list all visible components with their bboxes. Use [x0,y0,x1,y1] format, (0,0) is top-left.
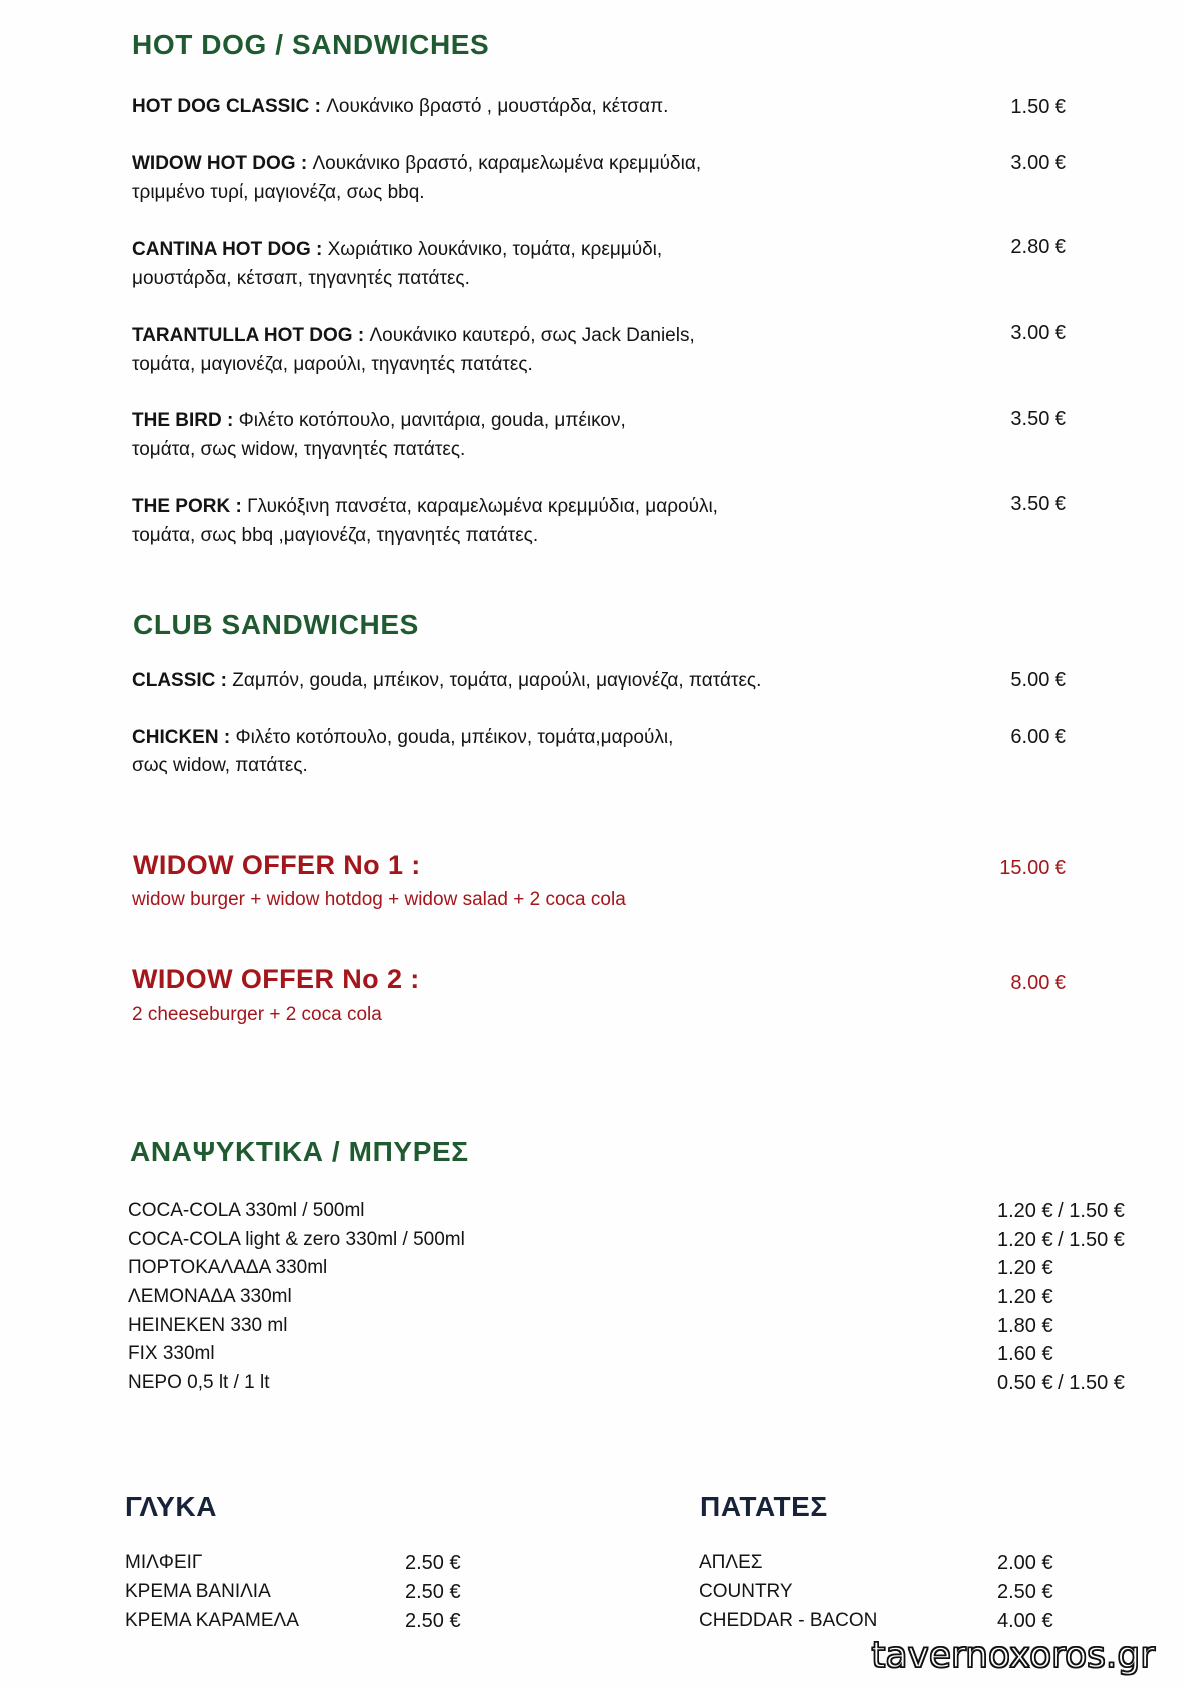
item-name: THE PORK : [132,496,242,517]
drink-name: ΝΕΡΟ 0,5 lt / 1 lt [128,1372,270,1393]
section-title-sweets: ΓΛΥΚΑ [125,1491,218,1522]
sweet-price: 2.50 € [405,1552,461,1574]
offer-title: WIDOW OFFER No 2 : [132,964,420,994]
drink-price: 1.20 € / 1.50 € [997,1200,1125,1222]
sweet-price: 2.50 € [405,1610,461,1632]
potato-name: COUNTRY [699,1581,793,1602]
item-price: 3.50 € [1010,493,1066,515]
drink-name: FIX 330ml [128,1343,215,1364]
item-description: Χωριάτικο λουκάνικο, τομάτα, κρεμμύδι, [327,239,663,260]
item-description: Λουκάνικο καυτερό, σως Jack Daniels, [369,325,695,346]
drink-name: COCA-COLA 330ml / 500ml [128,1200,365,1221]
item-name: CLASSIC : [132,670,227,691]
item-description-continued: τομάτα, σως bbq ,μαγιονέζα, τηγανητές πατάτες. [132,525,539,546]
menu-item-the-bird [132,409,626,433]
potato-price: 2.00 € [997,1552,1053,1574]
item-description-continued: τριμμένο τυρί, μαγιονέζα, σως bbq. [132,182,425,203]
drink-price: 1.60 € [997,1343,1053,1365]
potato-price: 4.00 € [997,1610,1053,1632]
item-price: 3.00 € [1010,322,1066,344]
item-price: 1.50 € [1010,96,1066,118]
offer-title: WIDOW OFFER No 1 : [133,850,421,880]
drink-name: ΠΟΡΤΟΚΑΛΑΔΑ 330ml [128,1257,328,1278]
item-description-continued: σως widow, πατάτες. [132,755,308,776]
menu-item-tarantulla-hot-dog [132,324,695,348]
item-name: WIDOW HOT DOG : [132,153,308,174]
item-name: TARANTULLA HOT DOG : [132,325,365,346]
drink-price: 1.20 € / 1.50 € [997,1229,1125,1251]
drink-price: 1.80 € [997,1315,1053,1337]
menu-item-widow-hot-dog [132,152,701,176]
drink-price: 0.50 € / 1.50 € [997,1372,1125,1394]
section-title-potatoes: ΠΑΤΑΤΕΣ [700,1491,828,1522]
item-description: Λουκάνικο βραστό , μουστάρδα, κέτσαπ. [326,96,669,117]
item-name: HOT DOG CLASSIC : [132,96,321,117]
offer-price: 8.00 € [1010,972,1066,994]
potato-name: CHEDDAR - BACON [699,1610,878,1631]
menu-item-cantina-hot-dog [132,238,662,262]
offer-price: 15.00 € [999,857,1066,879]
menu-item-club-classic [132,669,761,693]
sweet-price: 2.50 € [405,1581,461,1603]
item-description-continued: τομάτα, μαγιονέζα, μαρούλι, τηγανητές πατάτες. [132,354,533,375]
item-name: CHICKEN : [132,727,231,748]
item-description-continued: μουστάρδα, κέτσαπ, τηγανητές πατάτες. [132,268,470,289]
drink-name: COCA-COLA light & zero 330ml / 500ml [128,1229,465,1250]
menu-item-hot-dog-classic [132,95,668,119]
section-title-drinks: ΑΝΑΨΥΚΤΙΚΑ / ΜΠΥΡΕΣ [130,1136,469,1167]
item-name: THE BIRD : [132,410,234,431]
item-description: Ζαμπόν, gouda, μπέικον, τομάτα, μαρούλι, μαγιονέζα, πατάτες. [232,670,762,691]
item-price: 6.00 € [1010,726,1066,748]
drink-price: 1.20 € [997,1286,1053,1308]
menu-item-the-pork [132,495,718,519]
section-title-club: CLUB SANDWICHES [133,609,419,640]
offer-description: 2 cheeseburger + 2 coca cola [132,1004,382,1025]
sweet-name: ΚΡΕΜΑ ΒΑΝΙΛΙΑ [125,1581,271,1602]
offer-description: widow burger + widow hotdog + widow salad + 2 coca cola [132,889,626,910]
item-price: 5.00 € [1010,669,1066,691]
item-description: Φιλέτο κοτόπουλο, gouda, μπέικον, τομάτα,μαρούλι, [235,727,674,748]
potato-price: 2.50 € [997,1581,1053,1603]
item-price: 3.00 € [1010,152,1066,174]
site-watermark: tavernoxoros.gr [871,1635,1155,1676]
sweet-name: ΚΡΕΜΑ ΚΑΡΑΜΕΛΑ [125,1610,299,1631]
drink-price: 1.20 € [997,1257,1053,1279]
item-description-continued: τομάτα, σως widow, τηγανητές πατάτες. [132,439,466,460]
potato-name: ΑΠΛΕΣ [699,1552,763,1573]
menu-item-club-chicken [132,726,673,750]
section-title-hotdogs: HOT DOG / SANDWICHES [132,29,490,60]
item-description: Φιλέτο κοτόπουλο, μανιτάρια, gouda, μπέικον, [238,410,626,431]
item-description: Λουκάνικο βραστό, καραμελωμένα κρεμμύδια, [312,153,702,174]
item-price: 2.80 € [1010,236,1066,258]
item-description: Γλυκόξινη πανσέτα, καραμελωμένα κρεμμύδια, μαρούλι, [247,496,718,517]
drink-name: HEINEKEN 330 ml [128,1315,288,1336]
sweet-name: ΜΙΛΦΕΙΓ [125,1552,203,1573]
item-name: CANTINA HOT DOG : [132,239,323,260]
drink-name: ΛΕΜΟΝΑΔΑ 330ml [128,1286,292,1307]
item-price: 3.50 € [1010,408,1066,430]
